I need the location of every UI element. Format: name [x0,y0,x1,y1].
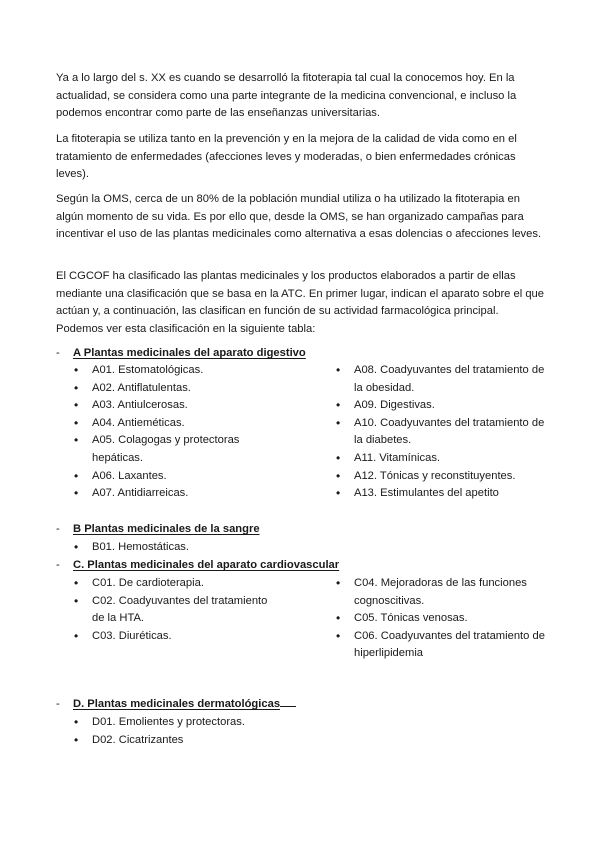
list-item: • D02. Cicatrizantes [74,732,279,750]
list-item: • C05. Tónicas venosas. [336,610,546,628]
list-item: • A10. Coadyuvantes del tratamiento de la diabetes. [336,415,546,450]
section-dash: - [56,698,60,710]
paragraph-oms: Según la OMS, cerca de un 80% de la población mundial utiliza o ha utilizado la fitoterapia en algún momento de su vida. Es por ello que, desde la OMS, se han organizado campañas para incentivar el uso de las plantas medicinales como alternativa a esas dolencias o afecciones leves. [56,193,542,241]
section-c-right-list [336,575,546,663]
list-item: • A09. Digestivas. [336,397,546,415]
section-c-title: C. Plantas medicinales del aparato cardiovascular [73,559,340,571]
section-a-left-list [74,362,279,503]
section-dash: - [56,523,60,535]
list-item: • A03. Antiulcerosas. [74,397,279,415]
paragraph-cgcof: El CGCOF ha clasificado las plantas medicinales y los productos elaborados a partir de ellas mediante una clasificación que se basa en la ATC. En primer lugar, indican el aparato sobre el que actúan y, a continuación, las clasifican en función de su actividad farmacológica principal. Podemos ver esta clasificación en la siguiente tabla: [56,270,544,335]
section-d-list [74,714,279,749]
section-dash: - [56,559,60,571]
section-d-title: D. Plantas medicinales dermatológicas [73,698,281,710]
section-a-right-list [336,362,546,503]
section-c-left-list [74,575,279,645]
list-item: • C01. De cardioterapia. [74,575,279,593]
list-item: • A08. Coadyuvantes del tratamiento de la obesidad. [336,362,546,397]
list-item: • A12. Tónicas y reconstituyentes. [336,468,546,486]
list-item: • A13. Estimulantes del apetito [336,485,546,503]
list-item: • A02. Antiflatulentas. [74,380,279,398]
title-underline-trail [280,705,296,707]
section-b-title: B Plantas medicinales de la sangre [73,523,260,535]
section-d-title-wrap [73,696,296,714]
section-a-title: A Plantas medicinales del aparato digestivo [73,347,306,359]
list-item: • A05. Colagogas y protectoras hepáticas. [74,432,279,467]
list-item: • A07. Antidiarreicas. [74,485,279,503]
list-item: • C02. Coadyuvantes del tratamiento de la HTA. [74,593,279,628]
paragraph-uses: La fitoterapia se utiliza tanto en la prevención y en la mejora de la calidad de vida como en el tratamiento de enfermedades (afecciones leves y moderadas, o bien enfermedades crónicas leves). [56,133,517,181]
list-item: • A01. Estomatológicas. [74,362,279,380]
list-item: • C03. Diuréticas. [74,628,279,646]
list-item: • A06. Laxantes. [74,468,279,486]
section-b-list [74,539,279,557]
list-item: • C04. Mejoradoras de las funciones cognoscitivas. [336,575,546,610]
section-dash: - [56,347,60,359]
list-item: • A04. Antieméticas. [74,415,279,433]
paragraph-intro: Ya a lo largo del s. XX es cuando se desarrolló la fitoterapia tal cual la conocemos hoy. En la actualidad, se considera como una parte integrante de la medicina convencional, e incluso la podemos encontrar como parte de las enseñanzas universitarias. [56,72,517,120]
list-item: • A11. Vitamínicas. [336,450,546,468]
list-item: • D01. Emolientes y protectoras. [74,714,279,732]
list-item: • B01. Hemostáticas. [74,539,279,557]
list-item: • C06. Coadyuvantes del tratamiento de hiperlipidemia [336,628,546,663]
